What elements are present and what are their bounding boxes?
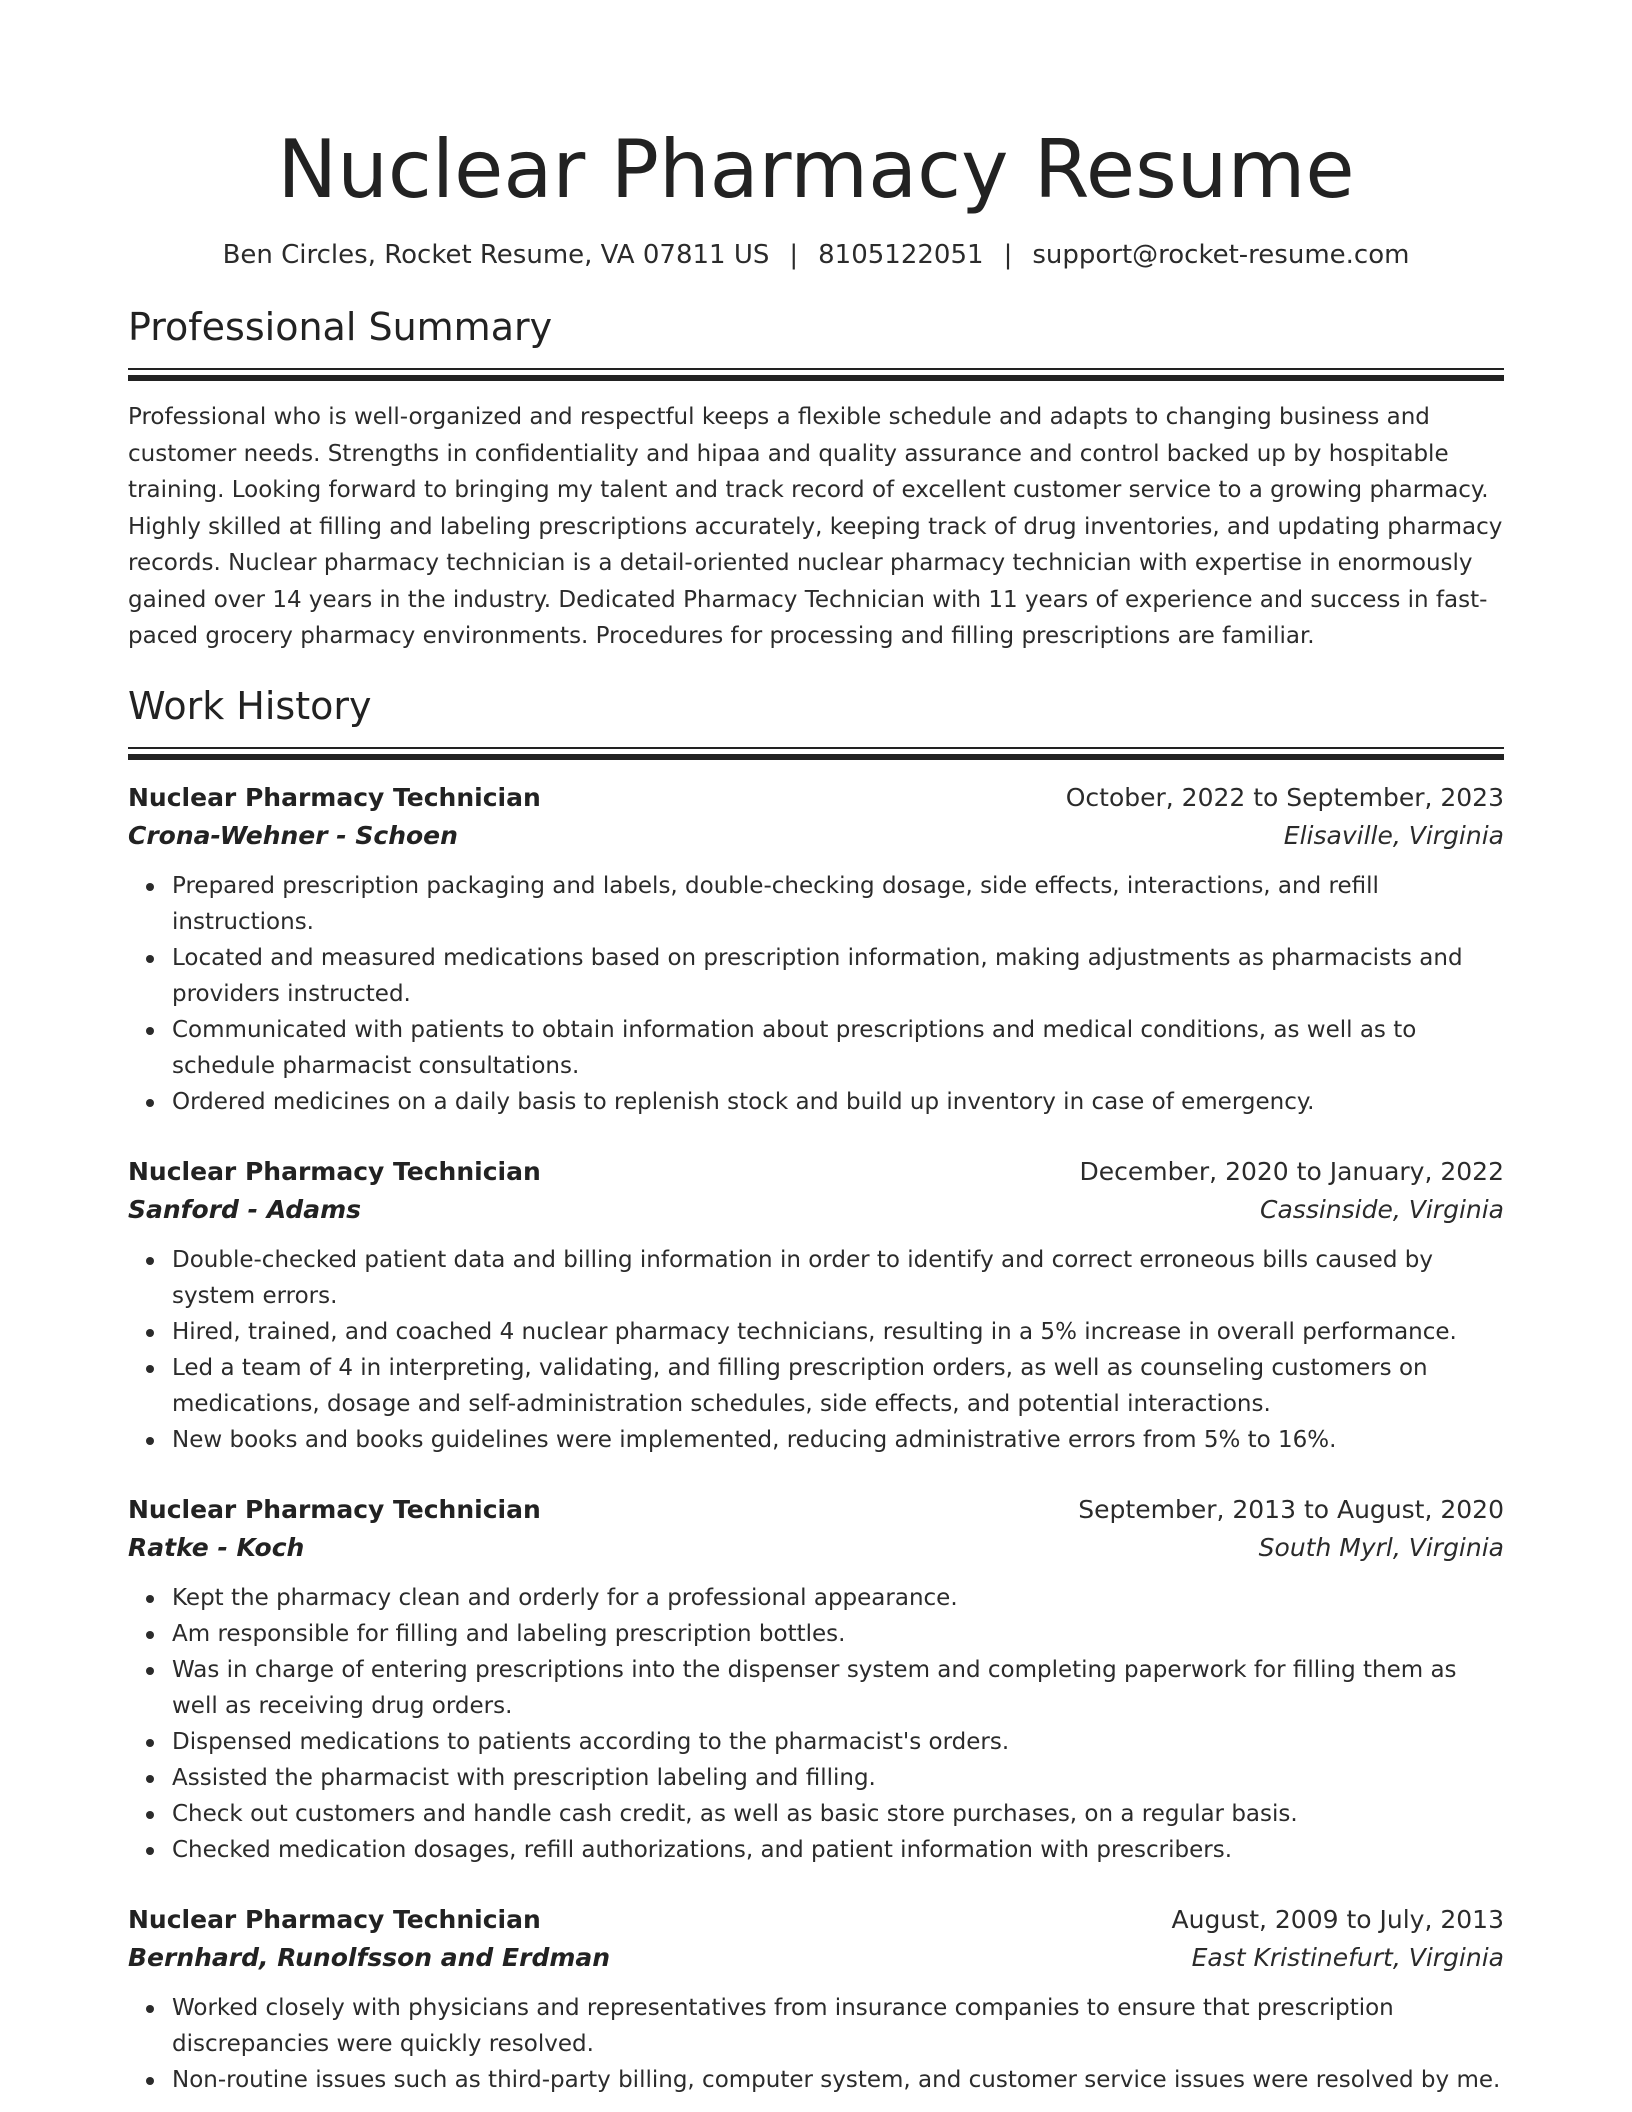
job-company-row (128, 816, 1504, 856)
job-bullet: Located and measured medications based on prescription information, making adjustments as pharmacists and providers instructed. (172, 940, 1504, 1012)
resume-page (128, 0, 1504, 2098)
job-location: South Myrl, Virginia (1258, 1532, 1504, 1562)
job-entry (128, 1154, 1504, 1458)
section-divider-thick (128, 375, 1504, 381)
job-bullets (128, 1580, 1504, 1868)
job-bullet: Assisted the pharmacist with prescription labeling and filling. (172, 1760, 1504, 1796)
job-bullet: Dispensed medications to patients according to the pharmacist's orders. (172, 1724, 1504, 1760)
job-entry (128, 1492, 1504, 1868)
contact-separator: | (1003, 240, 1013, 270)
job-header-row (128, 780, 1504, 816)
job-company: Bernhard, Runolfsson and Erdman (128, 1942, 611, 1972)
job-company-row (128, 1190, 1504, 1230)
job-bullet: Prepared prescription packaging and labels, double-checking dosage, side effects, interactions, and refill instructions. (172, 868, 1504, 940)
job-header-row (128, 1154, 1504, 1190)
job-title: Nuclear Pharmacy Technician (128, 1494, 541, 1524)
job-company-row (128, 1528, 1504, 1568)
job-company: Sanford - Adams (128, 1194, 362, 1224)
work-history-section (128, 683, 1504, 2098)
contact-address: Ben Circles, Rocket Resume, VA 07811 US (222, 240, 770, 270)
section-divider (128, 368, 1504, 370)
job-bullet: Hired, trained, and coached 4 nuclear pharmacy technicians, resulting in a 5% increase in overall performance. (172, 1314, 1504, 1350)
job-bullet: Am responsible for filling and labeling prescription bottles. (172, 1616, 1504, 1652)
job-bullets (128, 868, 1504, 1120)
contact-email: support@rocket-resume.com (1032, 240, 1410, 270)
job-title: Nuclear Pharmacy Technician (128, 1904, 541, 1934)
job-location: East Kristinefurt, Virginia (1191, 1942, 1504, 1972)
job-dates: September, 2013 to August, 2020 (1078, 1494, 1504, 1524)
job-title: Nuclear Pharmacy Technician (128, 782, 541, 812)
contact-phone: 8105122051 (818, 240, 984, 270)
section-divider-thick (128, 754, 1504, 760)
job-dates: August, 2009 to July, 2013 (1171, 1904, 1504, 1934)
section-heading-work-history: Work History (128, 683, 372, 728)
job-dates: October, 2022 to September, 2023 (1065, 782, 1504, 812)
page-title: Nuclear Pharmacy Resume (277, 123, 1355, 216)
job-bullet: Was in charge of entering prescriptions into the dispenser system and completing paperwork for filling them as well as receiving drug orders. (172, 1652, 1504, 1724)
job-location: Cassinside, Virginia (1260, 1194, 1504, 1224)
job-location: Elisaville, Virginia (1283, 820, 1504, 850)
job-company: Crona-Wehner - Schoen (128, 820, 458, 850)
job-bullet: Led a team of 4 in interpreting, validating, and filling prescription orders, as well as counseling customers on medications, dosage and self-administration schedules, side effects, and potential interactions. (172, 1350, 1504, 1422)
section-heading-summary: Professional Summary (128, 305, 553, 349)
job-title: Nuclear Pharmacy Technician (128, 1156, 541, 1186)
section-divider (128, 747, 1504, 749)
contact-line (128, 238, 1504, 272)
job-header-row (128, 1492, 1504, 1528)
job-bullet: Checked medication dosages, refill authorizations, and patient information with prescribers. (172, 1832, 1504, 1868)
job-bullets (128, 1990, 1504, 2098)
job-bullet: Worked closely with physicians and representatives from insurance companies to ensure that prescription discrepancies were quickly resolved. (172, 1990, 1504, 2062)
job-bullet: New books and books guidelines were implemented, reducing administrative errors from 5% to 16%. (172, 1422, 1504, 1458)
summary-text: Professional who is well-organized and respectful keeps a flexible schedule and adapts to changing business and customer needs. Strengths in confidentiality and hipaa and quality assurance and control backed up by hospitable training. Looking forward to bringing my talent and track record of excellent customer service to a growing pharmacy. Highly skilled at filling and labeling prescriptions accurately, keeping track of drug inventories, and updating pharmacy records. Nuclear pharmacy technician is a detail-oriented nuclear pharmacy technician with expertise in enormously gained over 14 years in the industry. Dedicated Pharmacy Technician with 11 years of experience and success in fast-paced grocery pharmacy environments. Procedures for processing and filling prescriptions are familiar. (128, 404, 1503, 649)
job-bullet: Kept the pharmacy clean and orderly for a professional appearance. (172, 1580, 1504, 1616)
job-bullet: Check out customers and handle cash credit, as well as basic store purchases, on a regular basis. (172, 1796, 1504, 1832)
job-company-row (128, 1938, 1504, 1978)
job-company: Ratke - Koch (128, 1532, 305, 1562)
job-bullet: Non-routine issues such as third-party billing, computer system, and customer service issues were resolved by me. (172, 2062, 1504, 2098)
job-dates: December, 2020 to January, 2022 (1079, 1156, 1504, 1186)
job-header-row (128, 1902, 1504, 1938)
job-bullet: Communicated with patients to obtain information about prescriptions and medical conditions, as well as to schedule pharmacist consultations. (172, 1012, 1504, 1084)
job-bullets (128, 1242, 1504, 1458)
job-bullet: Double-checked patient data and billing information in order to identify and correct erroneous bills caused by system errors. (172, 1242, 1504, 1314)
job-bullet: Ordered medicines on a daily basis to replenish stock and build up inventory in case of emergency. (172, 1084, 1504, 1120)
contact-separator: | (789, 240, 799, 270)
summary-section (128, 304, 1504, 655)
job-entry (128, 780, 1504, 1120)
job-entry (128, 1902, 1504, 2098)
